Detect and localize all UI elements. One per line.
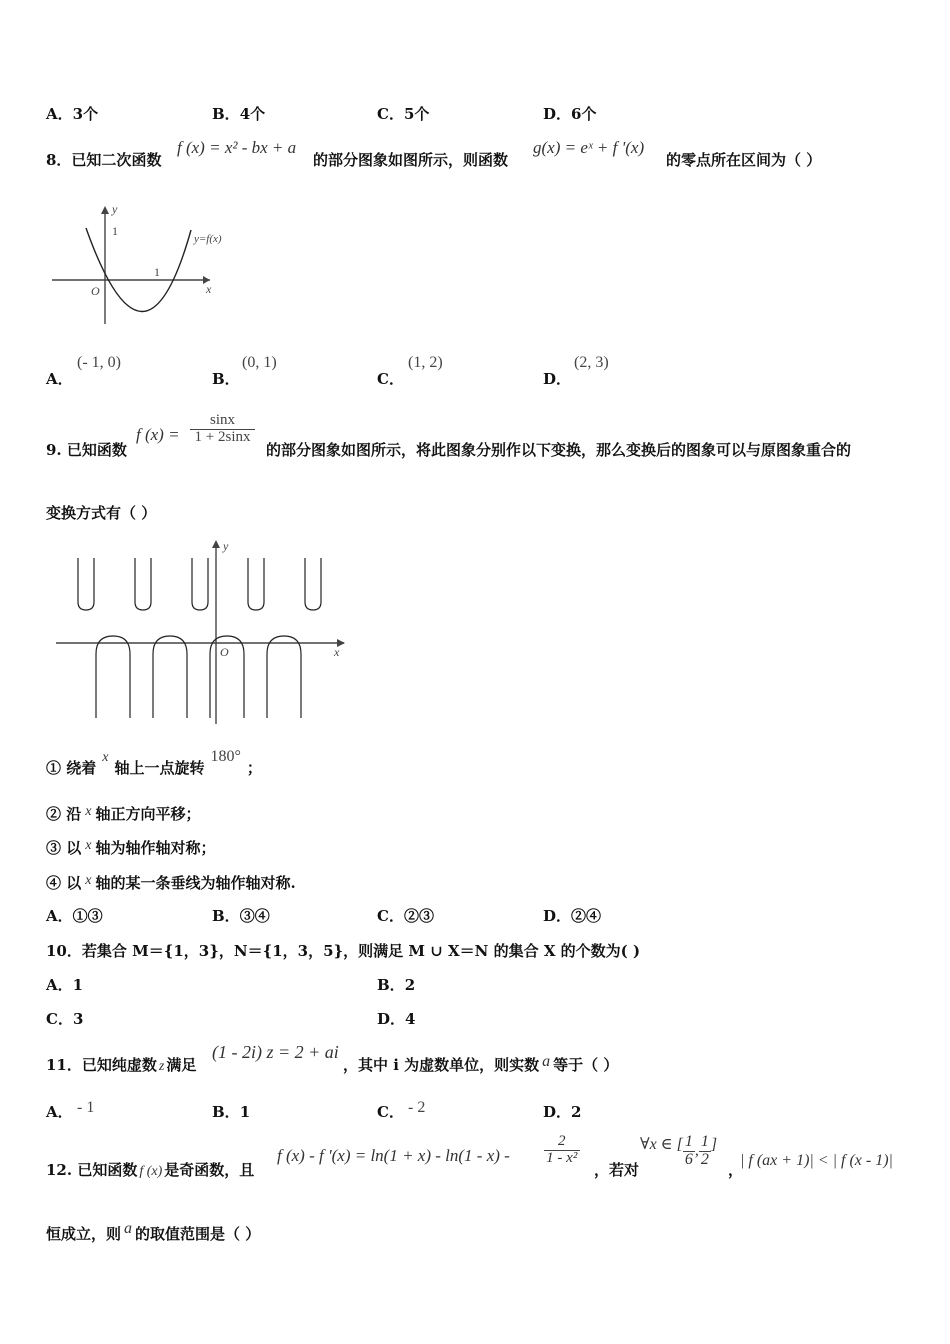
q8-g-formula: g(x) = eˣ + f '(x) [533,138,645,157]
q8-graph-y-label: y [112,202,118,216]
q8-option-b-letter: B． [212,370,240,388]
q8-parabola-graph [46,196,246,328]
q9-item-3: ③ 以 x 轴为轴作轴对称； [46,838,216,857]
q12-stem-mid3: ， [728,1161,744,1179]
q9-f-lhs: f (x) = [136,425,180,444]
q9-stem-prefix: 9. 已知函数 [46,441,127,459]
q8-option-c-letter: C． [377,370,404,388]
q8-f-formula: f (x) = x² - bx + a [177,138,297,157]
q7-option-d: D．6个 [543,105,597,123]
q9-item-1: ① 绕着x轴上一点旋转180°； [46,748,262,777]
q8-stem-mid: 的部分图象如图所示，则函数 [313,151,509,169]
q12-stem-line2: 恒成立，则 a 的取值范围是（ ） [46,1220,261,1243]
q11-stem: 11．已知纯虚数 z 满足 [46,1056,197,1074]
q8-stem-prefix: 8．已知二次函数 [46,151,162,169]
q11-option-c-letter: C． [377,1103,404,1121]
q7-option-b: B．4个 [212,105,266,123]
q11-stem-rest: ，其中 i 为虚数单位，则实数 a 等于（ ） [343,1053,619,1074]
q7-option-a: A．3个 [46,105,99,123]
q9-function-graph [46,536,356,728]
q10-option-d: D．4 [377,1010,416,1028]
q12-formula: f (x) - f '(x) = ln(1 + x) - ln(1 - x) - [277,1146,510,1165]
q12-inequality: | f (ax + 1)| < | f (x - 1)| [740,1152,893,1169]
q9-stem-suffix: 的部分图象如图所示，将此图象分别作以下变换，那么变换后的图象可以与原图象重合的 [266,441,852,459]
q8-stem-suffix: 的零点所在区间为（ ） [666,151,822,169]
q12-stem-mid2: ，若对 [594,1161,640,1179]
q9-fraction [190,413,255,446]
q9-frac-den: 1 + 2sinx [194,428,251,445]
q8-option-d-letter: D． [543,370,572,388]
q9-item-4: ④ 以 x 轴的某一条垂线为轴作轴对称. [46,873,296,892]
q11-option-c-text: - 2 [408,1099,426,1116]
q9-option-c: C．②③ [377,907,434,925]
q12-stem: 12. 已知函数 f (x) 是奇函数，且 [46,1161,255,1179]
q9-option-d: D．②④ [543,907,602,925]
q10-stem: 10．若集合 M＝{1，3}，N＝{1，3，5}，则满足 M ∪ X＝N 的集合 X 的个数为( ) [46,942,641,960]
q8-graph-origin-label: O [91,284,100,298]
q8-option-a-letter: A． [46,370,73,388]
q9-graph-origin-label: O [220,645,229,659]
q10-option-b: B．2 [377,976,416,994]
q8-option-a-text: (- 1, 0) [77,354,121,371]
q12-interval: ∀x ∈ [ $\frac{1}{6}$ , $\frac{1}{2}$ ] [640,1133,718,1168]
q11-option-d: D．2 [543,1103,582,1121]
q9-stem-line2: 变换方式有（ ） [46,504,157,522]
q11-option-a-letter: A． [46,1103,73,1121]
q8-graph-tick-x: 1 [154,265,160,279]
q9-option-b: B．③④ [212,907,270,925]
q9-item-2: ② 沿 x 轴正方向平移； [46,804,201,823]
q8-graph-curve-label: y=f(x) [194,233,222,245]
q9-option-a: A．①③ [46,907,103,925]
q8-graph-tick-y: 1 [112,224,118,238]
q11-formula: (1 - 2i) z = 2 + ai [212,1042,339,1062]
q10-option-c: C．3 [46,1010,84,1028]
q7-option-c: C．5个 [377,105,430,123]
q11-option-b: B．1 [212,1103,251,1121]
q9-graph-y-label: y [223,539,229,553]
q9-frac-num: sinx [190,413,255,430]
q8-option-b-text: (0, 1) [242,354,277,371]
q9-graph-x-label: x [334,645,340,659]
q8-option-c-text: (1, 2) [408,354,443,371]
q10-option-a: A．1 [46,976,84,994]
q8-graph-x-label: x [206,282,212,296]
q12-fraction: $\frac{2}{\text{1 - x²}}$ [544,1134,580,1167]
q11-option-a-text: - 1 [77,1099,95,1116]
q8-option-d-text: (2, 3) [574,354,609,371]
